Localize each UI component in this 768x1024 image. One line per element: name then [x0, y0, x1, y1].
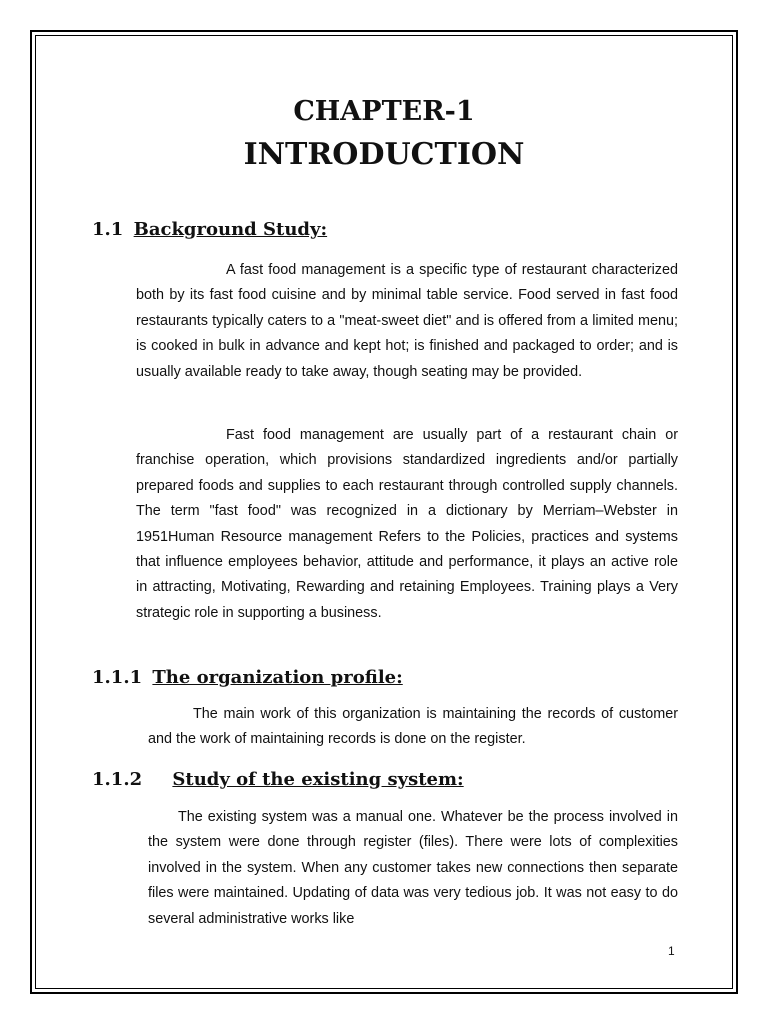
- chapter-title: INTRODUCTION: [243, 137, 525, 172]
- section-title: Study of the existing system:: [172, 769, 464, 790]
- section-number: 1.1.2: [92, 769, 143, 790]
- section-number: 1.1.1: [92, 667, 143, 688]
- section-heading-existing-system: [92, 769, 464, 790]
- paragraph-organization-profile: The main work of this organization is maintaining the records of customer and the work of maintaining records is done on the register.: [148, 706, 678, 748]
- paragraph-existing-system: The existing system was a manual one. Whatever be the process involved in the system were done through register (files). There were lots of complexities involved in the system. When any customer takes new connections then separate files were maintained. Updating of data was very tedious job. It was not easy to do several administrative works like: [148, 809, 678, 927]
- section-title: The organization profile:: [152, 667, 403, 688]
- section-title: Background Study:: [133, 219, 328, 240]
- paragraph-background-2: Fast food management are usually part of a restaurant chain or franchise operation, which provisions standardized ingredients and/or partially prepared foods and supplies to each restaurant through controlled supply channels. The term "fast food" was recognized in a dictionary by Merriam–Webster in 1951Human Resource management Refers to the Policies, practices and systems that influence employees behavior, attitude and performance, it plays an active role in attracting, Motivating, Rewarding and retaining Employees. Training plays a Very strategic role in supporting a business.: [136, 427, 678, 621]
- page-number: 1: [668, 944, 675, 958]
- section-heading-background: [92, 219, 327, 240]
- section-number: 1.1: [92, 219, 124, 240]
- section-heading-organization-profile: [92, 667, 403, 688]
- paragraph-background-1: A fast food management is a specific type of restaurant characterized both by its fast food cuisine and by minimal table service. Food served in fast food restaurants typically caters to a "meat-sweet diet" and is offered from a limited menu; is cooked in bulk in advance and kept hot; is finished and packaged to order; and is usually available ready to take away, though seating may be provided.: [136, 262, 678, 380]
- chapter-number: CHAPTER-1: [293, 96, 475, 127]
